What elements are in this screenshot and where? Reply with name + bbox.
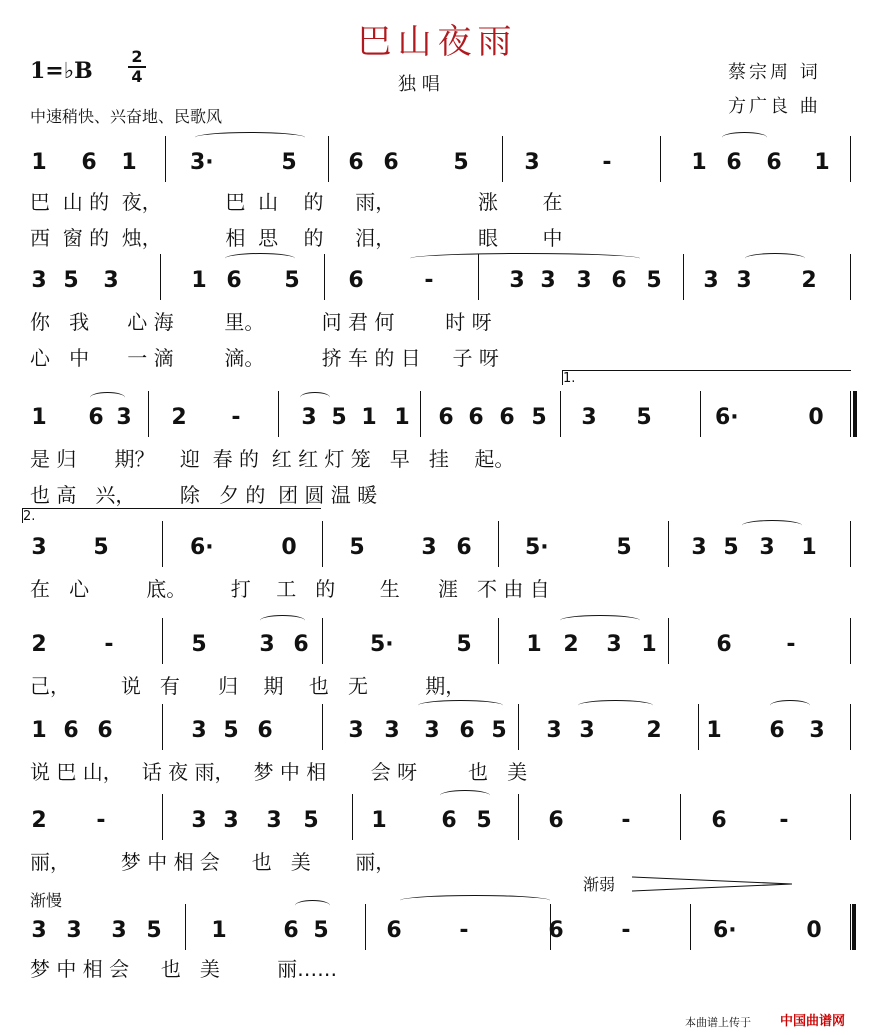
note: 6 (769, 718, 785, 743)
lyric-line: 你 我 心 海 里。 问 君 何 时 呀 (30, 310, 492, 334)
note: 6 (283, 918, 299, 943)
rit-marking: 渐慢 (30, 891, 63, 910)
note: 3 (301, 405, 317, 430)
note: 3 (191, 718, 207, 743)
note: 3 (579, 718, 595, 743)
lyric-line: 说 巴 山， 话 夜 雨， 梦 中 相 会 呀 也 美 (30, 760, 528, 784)
note: 5 (93, 535, 109, 560)
note: 3 (31, 535, 47, 560)
note: 6 (456, 535, 472, 560)
bar-line (352, 794, 353, 840)
note: 6 (257, 718, 273, 743)
note: 6 (383, 150, 399, 175)
key-signature: 1=♭B (30, 58, 93, 84)
note: 5 (223, 718, 239, 743)
site-logo: 中国曲谱网 (780, 1014, 846, 1029)
bar-line (420, 391, 421, 437)
bar-line (698, 704, 699, 750)
bar-line (850, 521, 851, 567)
note: 2 (171, 405, 187, 430)
note: 5 (303, 808, 319, 833)
note: 6 (611, 268, 627, 293)
note: 6 (499, 405, 515, 430)
bar-line (162, 794, 163, 840)
note: 2 (801, 268, 817, 293)
note: 1 (121, 150, 137, 175)
note: 1 (706, 718, 722, 743)
lyric-line: 心 中 一 滴 滴。 挤 车 的 日 子 呀 (30, 346, 499, 370)
final-barline (852, 904, 856, 950)
note: 3 (540, 268, 556, 293)
note: 5 (646, 268, 662, 293)
note: 3 (606, 632, 622, 657)
note: 3 (384, 718, 400, 743)
bar-line (162, 704, 163, 750)
note: 3 (691, 535, 707, 560)
note: 6 (348, 150, 364, 175)
repeat-barline (853, 391, 857, 437)
lyric-line: 西 窗 的 烛， 相 思 的 泪， 眼 中 (30, 226, 563, 250)
note: 2 (31, 808, 47, 833)
note: 6 (766, 150, 782, 175)
note: 6 (97, 718, 113, 743)
bar-line (700, 391, 701, 437)
bar-line (850, 391, 851, 437)
note: 3 (576, 268, 592, 293)
note: - (104, 632, 114, 657)
bar-line (518, 794, 519, 840)
bar-line (850, 618, 851, 664)
note: 5 (636, 405, 652, 430)
note: 3 (259, 632, 275, 657)
note: 6 (548, 918, 564, 943)
note: 3 (424, 718, 440, 743)
note: 5 (313, 918, 329, 943)
note: 3 (581, 405, 597, 430)
bar-line (324, 254, 325, 300)
note: 6 (468, 405, 484, 430)
note: 5 (491, 718, 507, 743)
bar-line (498, 618, 499, 664)
note: 5 (284, 268, 300, 293)
bar-line (502, 136, 503, 182)
bar-line (160, 254, 161, 300)
slur (722, 132, 767, 143)
lyric-line: 也 高 兴， 除 夕 的 团 圆 温 暖 (30, 483, 378, 507)
note: - (96, 808, 106, 833)
bar-line (322, 521, 323, 567)
note: - (621, 808, 631, 833)
footer-text: 本曲谱上传于 (685, 1016, 751, 1029)
note: 3 (348, 718, 364, 743)
slur (195, 132, 305, 143)
note: 5 (531, 405, 547, 430)
note: 1 (691, 150, 707, 175)
note: 6 (438, 405, 454, 430)
note: 5 (331, 405, 347, 430)
note: 6 (88, 405, 104, 430)
note: 3 (736, 268, 752, 293)
note: 3 (116, 405, 132, 430)
note: 6 (386, 918, 402, 943)
note: 3 (223, 808, 239, 833)
note: 2 (31, 632, 47, 657)
note: 5 (453, 150, 469, 175)
note: 5 (476, 808, 492, 833)
note: 6 (711, 808, 727, 833)
note: 6 (726, 150, 742, 175)
note: 5 (456, 632, 472, 657)
note: 3 (103, 268, 119, 293)
bar-line (165, 136, 166, 182)
volta-2: 2. (22, 508, 321, 523)
note: 0 (281, 535, 297, 560)
bar-line (680, 794, 681, 840)
slur (90, 392, 125, 403)
bar-line (668, 521, 669, 567)
bar-line (683, 254, 684, 300)
note: - (459, 918, 469, 943)
note: 3 (546, 718, 562, 743)
bar-line (850, 254, 851, 300)
lyric-line: 是 归 期？ 迎 春 的 红 红 灯 笼 早 挂 起。 (30, 447, 515, 471)
time-sig-bottom: 4 (128, 66, 146, 86)
dim-marking: 渐弱 (583, 875, 616, 894)
note: 6· (713, 918, 737, 943)
bar-line (162, 618, 163, 664)
lyricist: 蔡宗周 词 (728, 62, 821, 83)
lyric-line: 己， 说 有 归 期 也 无 期， (30, 674, 466, 698)
note: 5 (281, 150, 297, 175)
bar-line (498, 521, 499, 567)
bar-line (328, 136, 329, 182)
bar-line (850, 794, 851, 840)
note: - (602, 150, 612, 175)
note: 6 (81, 150, 97, 175)
note: 5 (616, 535, 632, 560)
volta-1: 1. (562, 370, 851, 385)
note: - (786, 632, 796, 657)
bar-line (518, 704, 519, 750)
note: 3 (703, 268, 719, 293)
note: 0 (808, 405, 824, 430)
note: 3 (809, 718, 825, 743)
bar-line (185, 904, 186, 950)
note: 6 (441, 808, 457, 833)
note: 1 (31, 150, 47, 175)
lyric-line: 巴 山 的 夜， 巴 山 的 雨， 涨 在 (30, 190, 563, 214)
note: 6 (226, 268, 242, 293)
bar-line (560, 391, 561, 437)
note: 1 (801, 535, 817, 560)
bar-line (162, 521, 163, 567)
slur (745, 253, 805, 264)
note: 6 (293, 632, 309, 657)
note: 0 (806, 918, 822, 943)
slur (225, 253, 295, 264)
note: 3 (759, 535, 775, 560)
slur (400, 895, 550, 906)
note: 1 (361, 405, 377, 430)
lyric-line: 在 心 底。 打 工 的 生 涯 不 由 自 (30, 577, 550, 601)
note: 3 (509, 268, 525, 293)
note: 1 (191, 268, 207, 293)
note: - (779, 808, 789, 833)
note: 6· (715, 405, 739, 430)
note: 3· (190, 150, 214, 175)
bar-line (148, 391, 149, 437)
slur (410, 253, 640, 264)
note: - (424, 268, 434, 293)
note: 6 (716, 632, 732, 657)
note: 1 (641, 632, 657, 657)
note: 3 (421, 535, 437, 560)
slur (770, 700, 810, 711)
bar-line (550, 904, 551, 950)
slur (418, 700, 503, 711)
note: 5 (349, 535, 365, 560)
note: 6 (348, 268, 364, 293)
note: 5 (723, 535, 739, 560)
note: 3 (31, 268, 47, 293)
note: 6 (459, 718, 475, 743)
note: 2 (563, 632, 579, 657)
diminuendo-hairpin (632, 876, 792, 892)
note: 3 (66, 918, 82, 943)
slur (260, 615, 305, 626)
slur (300, 392, 330, 403)
note: 1 (31, 405, 47, 430)
bar-line (322, 704, 323, 750)
composer: 方广良 曲 (728, 96, 821, 117)
note: 5· (370, 632, 394, 657)
bar-line (660, 136, 661, 182)
note: 6 (63, 718, 79, 743)
slur (295, 900, 330, 911)
bar-line (850, 904, 851, 950)
slur (560, 615, 640, 626)
slur (440, 790, 490, 801)
note: 3 (31, 918, 47, 943)
note: 6· (190, 535, 214, 560)
note: 3 (524, 150, 540, 175)
note: - (231, 405, 241, 430)
lyric-line: 丽， 梦 中 相 会 也 美 丽， (30, 850, 396, 874)
bar-line (365, 904, 366, 950)
note: 5 (191, 632, 207, 657)
note: 5 (63, 268, 79, 293)
tempo-marking: 中速稍快、兴奋地、民歌风 (30, 107, 223, 126)
note: 2 (646, 718, 662, 743)
note: 1 (394, 405, 410, 430)
note: 1 (371, 808, 387, 833)
bar-line (322, 618, 323, 664)
note: 1 (211, 918, 227, 943)
slur (742, 520, 802, 531)
note: - (621, 918, 631, 943)
bar-line (690, 904, 691, 950)
page-title: 巴山夜雨 (357, 22, 518, 62)
bar-line (850, 136, 851, 182)
note: 5 (146, 918, 162, 943)
note: 1 (31, 718, 47, 743)
bar-line (850, 704, 851, 750)
slur (578, 700, 653, 711)
lyric-line: 梦 中 相 会 也 美 丽…… (30, 957, 338, 981)
note: 3 (266, 808, 282, 833)
performance-type: 独 唱 (398, 74, 440, 95)
note: 5· (525, 535, 549, 560)
bar-line (278, 391, 279, 437)
note: 6 (548, 808, 564, 833)
bar-line (668, 618, 669, 664)
note: 1 (814, 150, 830, 175)
time-signature (128, 48, 146, 86)
note: 3 (111, 918, 127, 943)
note: 1 (526, 632, 542, 657)
note: 3 (191, 808, 207, 833)
time-sig-top: 2 (131, 47, 143, 66)
